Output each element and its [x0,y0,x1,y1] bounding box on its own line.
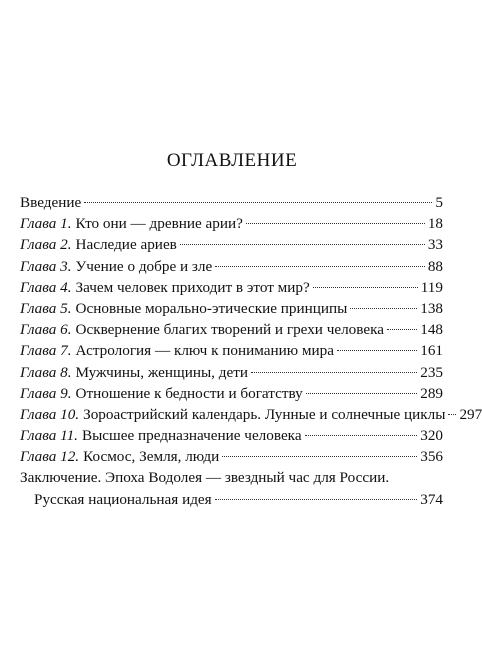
toc-entry-page: 119 [420,278,443,296]
toc-entry-introduction[interactable] [20,192,443,213]
chapter-prefix: Глава 2. [20,236,72,254]
toc-entry-title: Наследие ариев [75,236,177,254]
toc-entry-title: Зачем человек приходит в этот мир? [75,278,310,296]
toc-entry-chapter-7[interactable] [20,340,443,361]
toc-entry-chapter-2[interactable] [20,234,443,255]
toc-entry-chapter-4[interactable] [20,277,443,298]
dot-leader [215,266,425,267]
dot-leader [448,414,456,415]
toc-entry-page: 356 [420,448,443,466]
toc-entry-page: 18 [427,215,443,233]
chapter-prefix: Глава 1. [20,215,72,233]
toc-entry-title: Отношение к бедности и богатству [75,384,303,402]
toc-entry-conclusion-continued[interactable] [20,489,443,510]
chapter-prefix: Глава 3. [20,257,72,275]
chapter-prefix: Глава 5. [20,299,72,317]
toc-entry-chapter-5[interactable] [20,298,443,319]
toc-entry-title: Космос, Земля, люди [83,448,220,466]
dot-leader [251,372,417,373]
toc-entry-title: Основные морально-этические принципы [75,299,348,317]
toc-entry-page: 235 [420,363,443,381]
toc-title: ОГЛАВЛЕНИЕ [166,150,298,171]
toc-entry-page: 33 [427,236,443,254]
toc-entry-page: 5 [435,194,443,211]
toc-entry-title: Учение о добре и зле [75,257,213,275]
toc-entry-page: 297 [459,405,482,423]
toc-entry-page: 289 [420,384,443,402]
toc-list [20,192,482,510]
toc-entry-title: Мужчины, женщины, дети [75,363,248,381]
dot-leader [337,350,417,351]
toc-entry-chapter-11[interactable] [20,425,443,446]
chapter-prefix: Глава 11. [20,427,78,445]
toc-entry-title: Астрология — ключ к пониманию мира [75,342,334,360]
chapter-prefix: Глава 7. [20,342,72,360]
toc-entry-title: Кто они — древние арии? [75,215,243,233]
chapter-prefix: Глава 12. [20,448,80,466]
toc-entry-title: Русская национальная идея [34,490,212,508]
toc-entry-page: 161 [420,342,443,360]
toc-entry-page: 88 [427,257,443,275]
toc-entry-chapter-12[interactable] [20,446,443,467]
toc-entry-title: Зороастрийский календарь. Лунные и солнечные циклы [83,405,446,423]
dot-leader [222,456,417,457]
chapter-prefix: Глава 6. [20,321,72,339]
toc-entry-chapter-9[interactable] [20,383,443,404]
dot-leader [180,244,425,245]
dot-leader [313,287,418,288]
toc-entry-page: 138 [420,299,443,317]
toc-entry-page: 320 [420,427,443,445]
toc-entry-title: Заключение. Эпоха Водолея — звездный час для России. [20,469,390,487]
chapter-prefix: Глава 9. [20,384,72,402]
toc-entry-conclusion[interactable] [20,467,443,488]
chapter-prefix: Глава 8. [20,363,72,381]
chapter-prefix: Глава 4. [20,278,72,296]
dot-leader [305,435,418,436]
toc-entry-chapter-10[interactable] [20,404,482,425]
dot-leader [387,329,417,330]
dot-leader [84,202,432,203]
toc-entry-chapter-3[interactable] [20,256,443,277]
dot-leader [215,499,418,500]
chapter-prefix: Глава 10. [20,405,80,423]
toc-entry-title: Введение [20,194,82,211]
toc-entry-chapter-8[interactable] [20,362,443,383]
toc-entry-chapter-6[interactable] [20,319,443,340]
dot-leader [350,308,417,309]
toc-entry-page: 374 [420,490,443,508]
toc-entry-title: Осквернение благих творений и грехи человека [75,321,384,339]
dot-leader [306,393,418,394]
dot-leader [246,223,425,224]
toc-entry-title: Высшее предназначение человека [81,427,302,445]
toc-entry-chapter-1[interactable] [20,213,443,234]
toc-entry-page: 148 [420,321,443,339]
